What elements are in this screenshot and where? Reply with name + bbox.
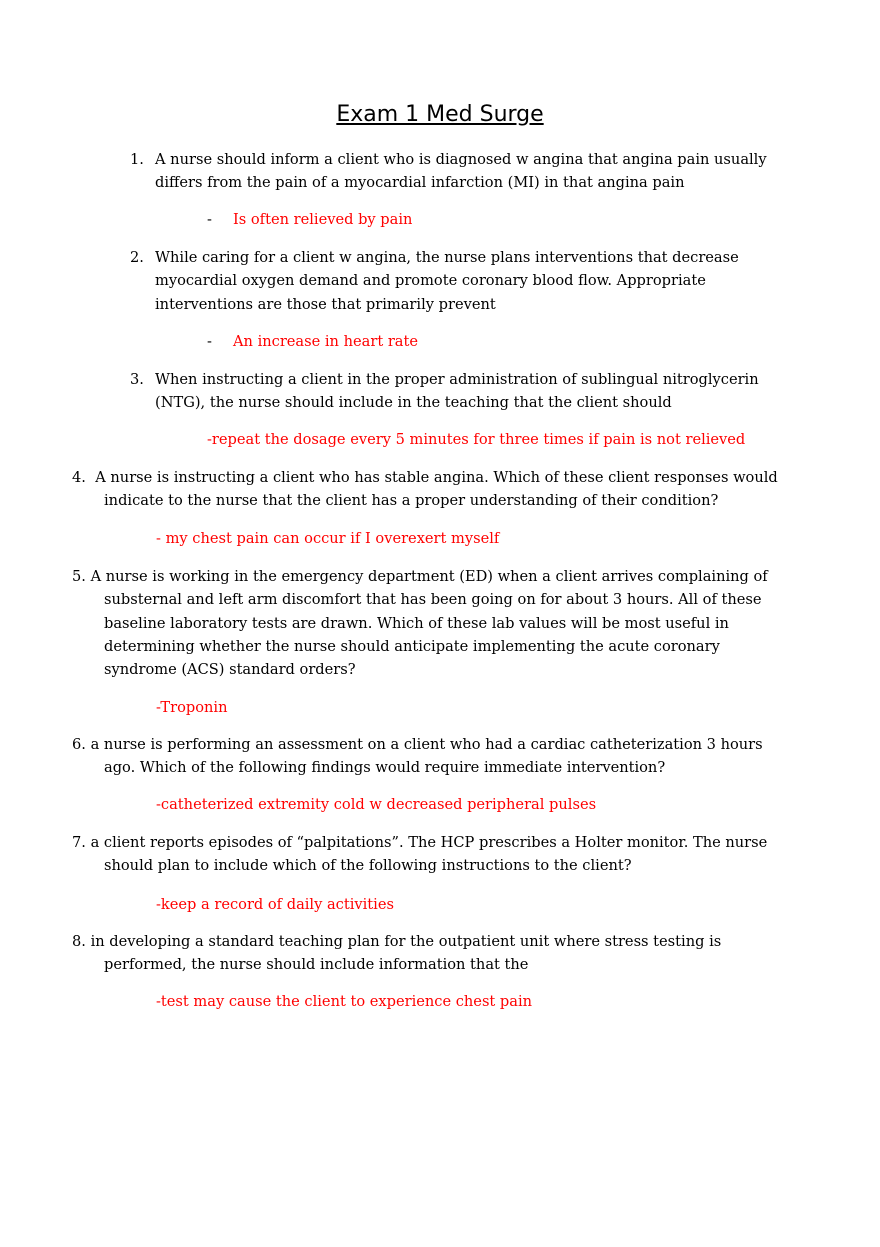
question-line: syndrome (ACS) standard orders? xyxy=(104,661,356,679)
answer-1 xyxy=(207,208,412,231)
question-line: ago. Which of the following findings would require immediate intervention? xyxy=(104,759,666,777)
question-line: a client reports episodes of “palpitations”. The HCP prescribes a Holter monitor. The nurse xyxy=(90,834,768,851)
question-line: A nurse should inform a client who is diagnosed w angina that angina pain usually xyxy=(155,151,767,168)
question-line: should plan to include which of the following instructions to the client? xyxy=(104,857,632,875)
answer-3: -repeat the dosage every 5 minutes for three times if pain is not relieved xyxy=(207,431,746,448)
question-number: 8. xyxy=(72,933,86,950)
question-number: 4. xyxy=(72,469,86,486)
question-8 xyxy=(72,930,721,977)
question-line: A nurse is working in the emergency department (ED) when a client arrives complaining of xyxy=(90,568,768,585)
question-1 xyxy=(130,148,767,195)
question-line: differs from the pain of a myocardial infarction (MI) in that angina pain xyxy=(155,174,685,192)
question-6 xyxy=(72,733,763,780)
question-5 xyxy=(72,565,768,681)
question-number: 3. xyxy=(130,371,144,388)
document-title: Exam 1 Med Surge xyxy=(336,102,544,127)
question-number: 7. xyxy=(72,834,86,851)
answer-dash: - xyxy=(207,211,212,228)
answer-text: An increase in heart rate xyxy=(233,333,418,350)
answer-text: Is often relieved by pain xyxy=(233,211,413,228)
question-number: 1. xyxy=(130,151,144,168)
question-line: When instructing a client in the proper administration of sublingual nitroglycerin xyxy=(155,371,759,388)
question-number: 6. xyxy=(72,736,86,753)
question-line: myocardial oxygen demand and promote coronary blood flow. Appropriate xyxy=(155,272,706,290)
question-number: 2. xyxy=(130,249,144,266)
question-line: A nurse is instructing a client who has stable angina. Which of these client responses would xyxy=(95,469,778,486)
answer-4: - my chest pain can occur if I overexert myself xyxy=(156,530,500,547)
answer-dash: - xyxy=(207,333,212,350)
question-line: substernal and left arm discomfort that has been going on for about 3 hours. All of these xyxy=(104,591,762,609)
answer-7: -keep a record of daily activities xyxy=(156,896,394,913)
question-3 xyxy=(130,368,759,415)
question-line: While caring for a client w angina, the nurse plans interventions that decrease xyxy=(155,249,739,266)
question-line: (NTG), the nurse should include in the teaching that the client should xyxy=(155,394,672,412)
answer-5: -Troponin xyxy=(156,699,228,716)
question-line: in developing a standard teaching plan for the outpatient unit where stress testing is xyxy=(90,933,722,950)
question-line: determining whether the nurse should anticipate implementing the acute coronary xyxy=(104,637,720,655)
question-number: 5. xyxy=(72,568,86,585)
answer-8: -test may cause the client to experience chest pain xyxy=(156,993,533,1010)
question-4 xyxy=(72,466,778,513)
question-7 xyxy=(72,831,767,878)
question-line: performed, the nurse should include information that the xyxy=(104,956,529,974)
question-2 xyxy=(130,246,739,316)
question-line: interventions are those that primarily prevent xyxy=(155,295,496,313)
question-line: baseline laboratory tests are drawn. Which of these lab values will be most useful in xyxy=(104,614,729,632)
answer-6: -catheterized extremity cold w decreased peripheral pulses xyxy=(156,796,597,813)
question-line: a nurse is performing an assessment on a client who had a cardiac catheterization 3 hours xyxy=(90,736,763,753)
question-line: indicate to the nurse that the client has a proper understanding of their condition? xyxy=(104,492,719,510)
answer-2 xyxy=(207,330,418,353)
